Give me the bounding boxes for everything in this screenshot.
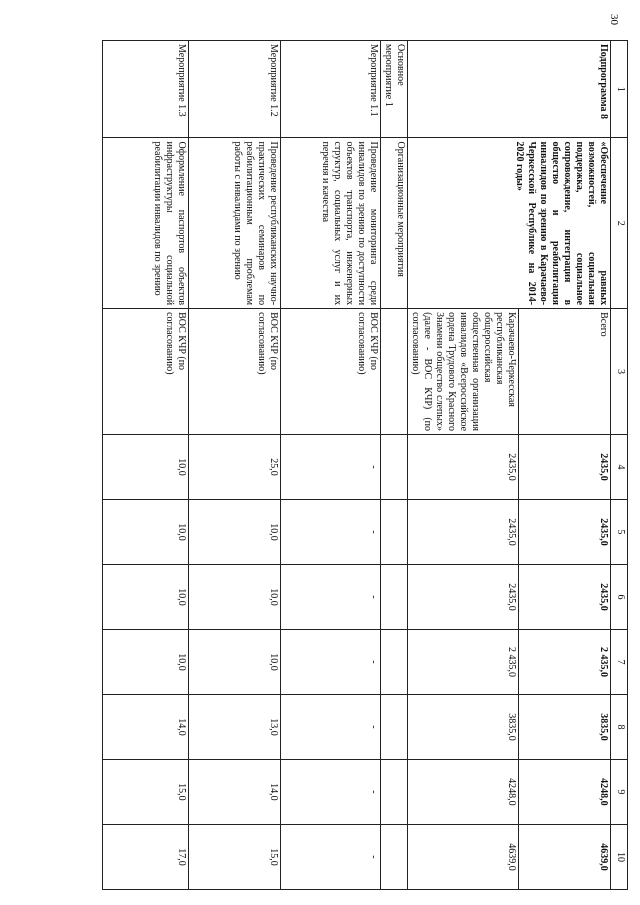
activity-row bbox=[189, 41, 281, 890]
activity-value: 10,0 bbox=[103, 435, 189, 500]
activity-value: - bbox=[281, 824, 381, 889]
subprogram-code: Подпрограмма 8 bbox=[408, 41, 611, 138]
column-number: 8 bbox=[611, 694, 628, 759]
activity-value: 14,0 bbox=[189, 759, 281, 824]
executor-value: 2 435,0 bbox=[408, 629, 519, 694]
activity-value: - bbox=[281, 629, 381, 694]
activity-code: Мероприятие 1.1 bbox=[281, 41, 381, 138]
activity-value: 10,0 bbox=[103, 564, 189, 629]
activity-title: Оформление паспортов объектов инфраструктуры социальной реабилитации инвалидов по зрению bbox=[103, 138, 189, 309]
column-number: 3 bbox=[611, 309, 628, 435]
activity-value: 15,0 bbox=[103, 759, 189, 824]
activity-title: Проведение республиканских научно-практических семинаров по реабилитационным проблемам работы с инвалидами по зрению bbox=[189, 138, 281, 309]
executor-value: 2435,0 bbox=[408, 564, 519, 629]
activity-value: 10,0 bbox=[189, 564, 281, 629]
activity-title: Проведение мониторинга среди инвалидов по зрению по доступности объектов транспорта, инженерных структур, социальных услуг и их перечня и качества bbox=[281, 138, 381, 309]
total-value: 4248,0 bbox=[519, 759, 611, 824]
executor-value: 2435,0 bbox=[408, 500, 519, 565]
activity-executor: ВОС КЧР (по согласованию) bbox=[281, 309, 381, 435]
activity-code: Мероприятие 1.2 bbox=[189, 41, 281, 138]
main-activity-title: Организационные мероприятия bbox=[381, 138, 408, 309]
activity-executor: ВОС КЧР (по согласованию) bbox=[189, 309, 281, 435]
activity-value: 15,0 bbox=[189, 824, 281, 889]
subprogram-total-label bbox=[519, 309, 611, 435]
total-value: 2435,0 bbox=[519, 500, 611, 565]
activity-value: 10,0 bbox=[103, 500, 189, 565]
activity-row bbox=[103, 41, 189, 890]
column-number: 7 bbox=[611, 629, 628, 694]
activity-value: 14,0 bbox=[103, 694, 189, 759]
activity-value: - bbox=[281, 564, 381, 629]
executor-value: 3835,0 bbox=[408, 694, 519, 759]
column-number: 9 bbox=[611, 759, 628, 824]
activity-value: 17,0 bbox=[103, 824, 189, 889]
subprogram-row bbox=[519, 41, 611, 890]
total-value: 2435,0 bbox=[519, 435, 611, 500]
activity-value: - bbox=[281, 759, 381, 824]
main-activity-row bbox=[381, 41, 408, 890]
activity-value: 25,0 bbox=[189, 435, 281, 500]
total-label: Всего bbox=[598, 312, 609, 337]
column-number: 5 bbox=[611, 500, 628, 565]
total-value: 2435,0 bbox=[519, 564, 611, 629]
page-number: 30 bbox=[608, 14, 620, 25]
executor-value: 4639,0 bbox=[408, 824, 519, 889]
column-number: 4 bbox=[611, 435, 628, 500]
total-value: 4639,0 bbox=[519, 824, 611, 889]
subprogram-executor: Карачаево-Черкесская республиканская общероссийская общественная организация инвалидов «Всероссийское ордена Трудового Красного Знамени общество слепых» (далее - ВОС КЧР) (по согласованию) bbox=[408, 309, 519, 435]
subprogram-title: «Обеспечение равных возможностей, социальная поддержка, социальное сопровождение, интеграция в общество и реабилитация инвалидов по зрению в Карачаево-Черкесской Республике на 2014-2020 годы» bbox=[408, 138, 611, 309]
column-number: 2 bbox=[611, 138, 628, 309]
main-activity-code: Основное мероприятие 1 bbox=[381, 41, 408, 138]
column-number: 1 bbox=[611, 41, 628, 138]
executor-value: 4248,0 bbox=[408, 759, 519, 824]
activity-value: - bbox=[281, 435, 381, 500]
column-number: 6 bbox=[611, 564, 628, 629]
activity-value: 10,0 bbox=[189, 629, 281, 694]
activity-code: Мероприятие 1.3 bbox=[103, 41, 189, 138]
activity-value: 10,0 bbox=[189, 500, 281, 565]
activity-value: 10,0 bbox=[103, 629, 189, 694]
activity-row bbox=[281, 41, 381, 890]
column-number-row bbox=[611, 41, 628, 890]
executor-value: 2435,0 bbox=[408, 435, 519, 500]
column-number: 10 bbox=[611, 824, 628, 889]
total-value: 3835,0 bbox=[519, 694, 611, 759]
program-table bbox=[102, 40, 628, 890]
activity-value: 13,0 bbox=[189, 694, 281, 759]
activity-executor: ВОС КЧР (по согласованию) bbox=[103, 309, 189, 435]
activity-value: - bbox=[281, 694, 381, 759]
activity-value: - bbox=[281, 500, 381, 565]
rotated-table-wrapper bbox=[48, 40, 628, 890]
total-value: 2 435,0 bbox=[519, 629, 611, 694]
